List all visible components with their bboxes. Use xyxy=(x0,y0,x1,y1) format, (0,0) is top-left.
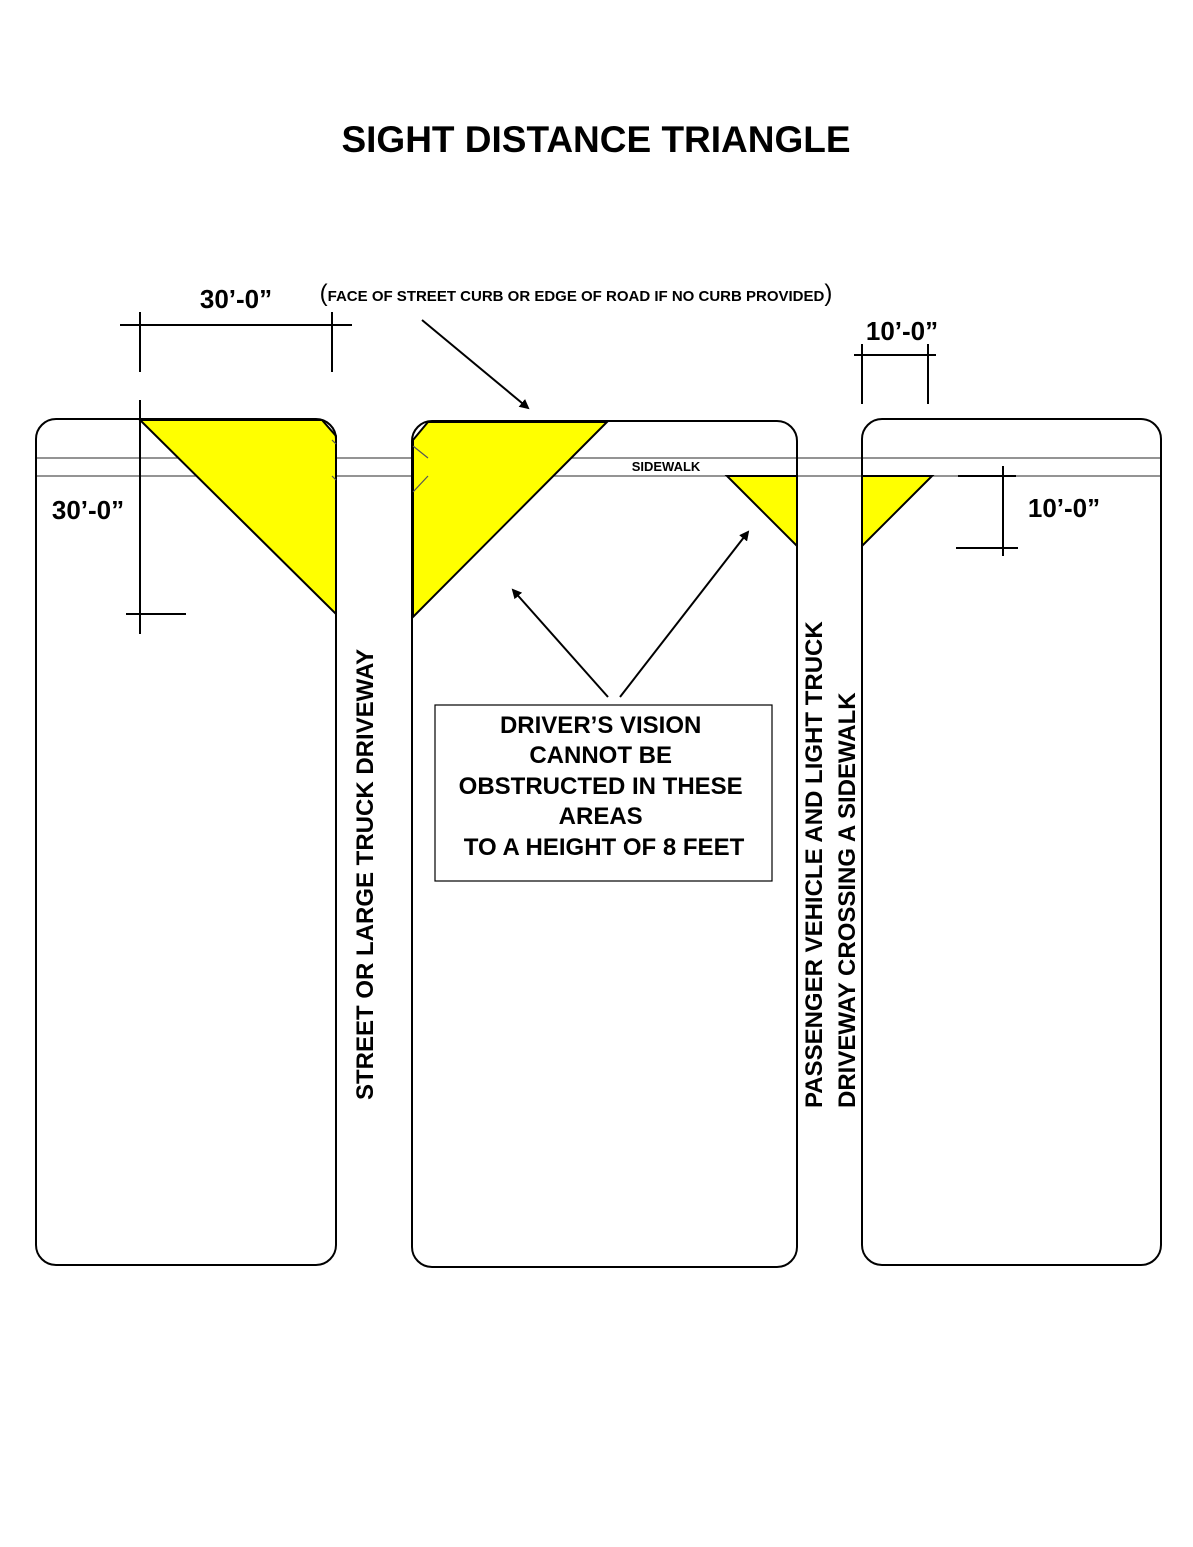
sight-triangle-center-lot-right xyxy=(727,476,797,546)
dimension-label-right-vertical: 10’-0” xyxy=(1027,493,1101,523)
label-passenger-vehicle-line2: DRIVEWAY CROSSING A SIDEWALK xyxy=(834,692,861,1108)
callout-text xyxy=(459,712,750,861)
label-passenger-vehicle-line1: PASSENGER VEHICLE AND LIGHT TRUCK xyxy=(801,621,828,1108)
lot-right xyxy=(862,419,1161,1265)
dimension-left-horizontal xyxy=(120,312,352,372)
callout-line-1: DRIVER’S VISION xyxy=(499,712,702,739)
callout-arrow-left xyxy=(513,590,608,697)
callout-line-4: AREAS xyxy=(558,803,643,830)
callout-line-2: CANNOT BE xyxy=(529,742,672,769)
sight-triangle-center-lot-left xyxy=(413,422,607,617)
sight-triangle-left-lot xyxy=(140,420,336,614)
dimension-right-horizontal xyxy=(854,344,936,404)
sight-triangle-right-lot xyxy=(862,476,932,546)
label-street-or-large-truck-driveway: STREET OR LARGE TRUCK DRIVEWAY xyxy=(352,648,379,1100)
dimension-label-left-vertical: 30’-0” xyxy=(51,495,125,525)
dimension-right-vertical xyxy=(956,466,1018,556)
dimension-label-right-horizontal: 10’-0” xyxy=(865,316,939,346)
callout-arrow-right xyxy=(620,532,748,697)
curb-note: (FACE OF STREET CURB OR EDGE OF ROAD IF NO CURB PROVIDED) xyxy=(319,280,833,307)
curb-note-arrow xyxy=(422,320,528,408)
diagram-title: SIGHT DISTANCE TRIANGLE xyxy=(341,119,851,160)
sidewalk-label: SIDEWALK xyxy=(631,459,701,474)
callout-line-3: OBSTRUCTED IN THESE xyxy=(458,773,743,800)
callout-line-5: TO A HEIGHT OF 8 FEET xyxy=(463,834,745,861)
dimension-label-left-horizontal: 30’-0” xyxy=(199,284,273,314)
